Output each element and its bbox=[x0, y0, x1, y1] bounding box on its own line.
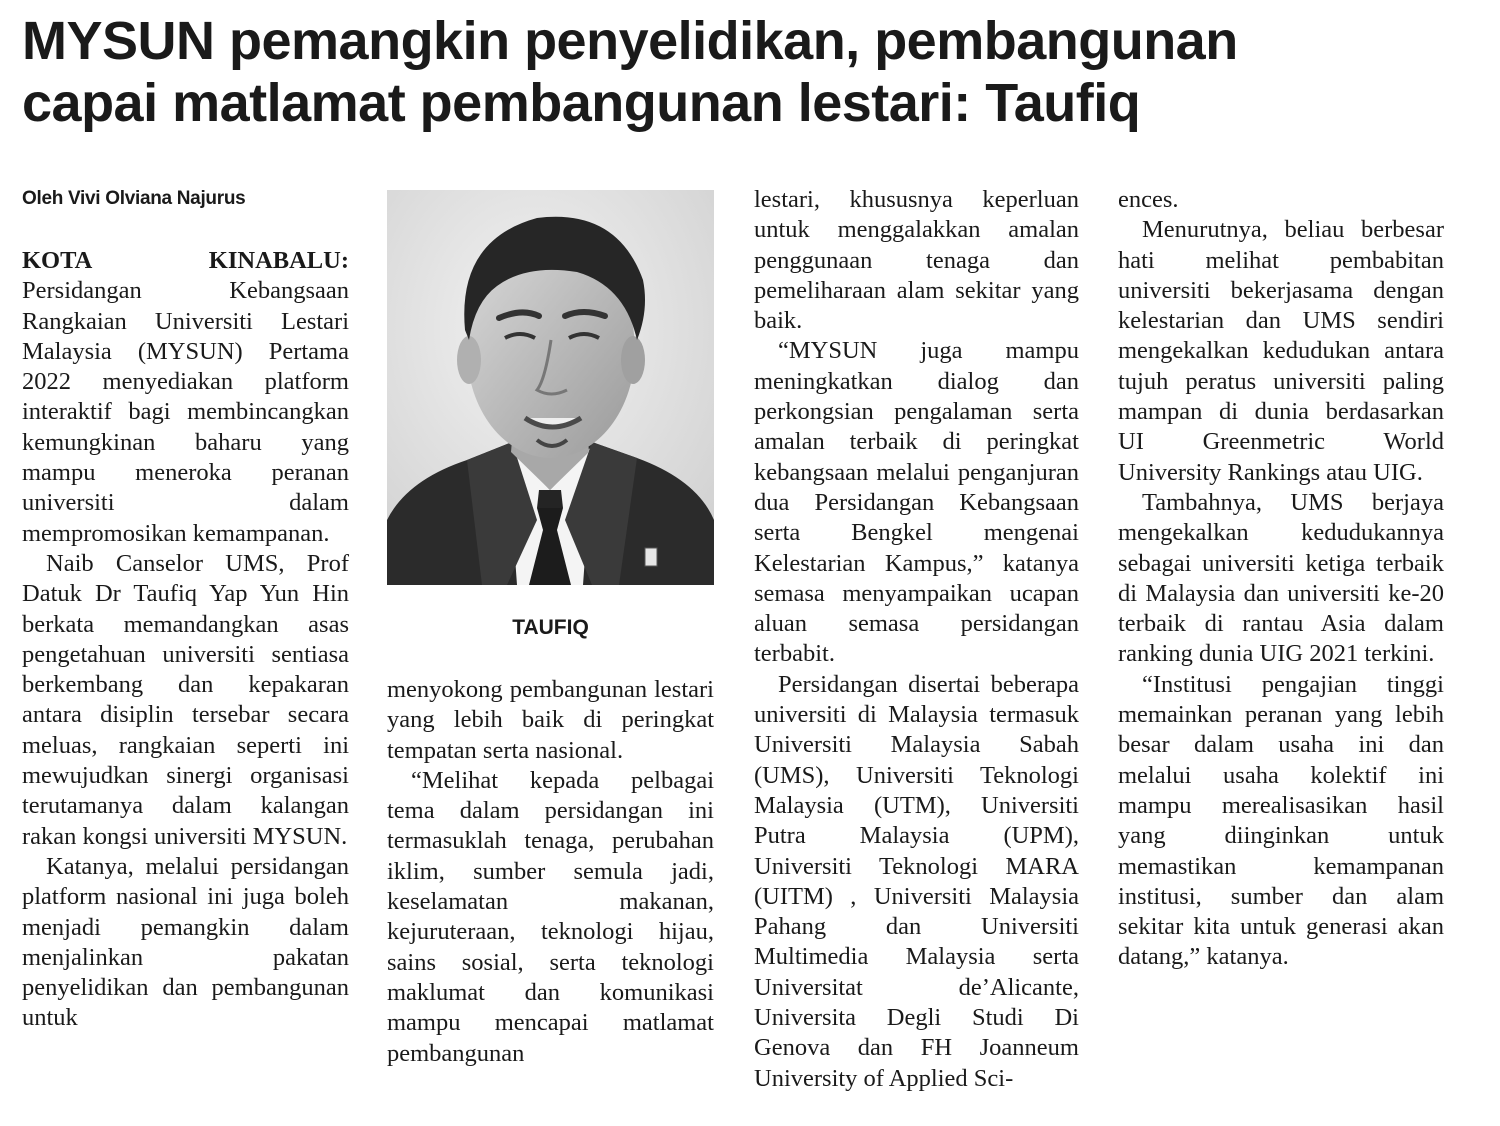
article-column-4 bbox=[1118, 185, 1444, 973]
article-paragraph bbox=[22, 246, 349, 549]
portrait-photo bbox=[387, 190, 714, 585]
headline-line-1: MYSUN pemangkin penyelidikan, pembangunan bbox=[22, 11, 1238, 71]
article-paragraph: lestari, khususnya keperluan untuk menggalakkan amalan penggunaan tenaga dan pemeliharaan alam sekitar yang baik. bbox=[754, 186, 1079, 335]
portrait-icon bbox=[387, 190, 714, 585]
headline-line-2: capai matlamat pembangunan lestari: Taufiq bbox=[22, 73, 1141, 133]
headline bbox=[22, 10, 1482, 134]
dateline: KOTA KINABALU: bbox=[22, 247, 349, 274]
article-paragraph: Menurutnya, beliau berbesar hati melihat pembabitan universiti bekerjasama dengan kelestarian dan UMS sendiri mengekalkan kedudukan antara tujuh peratus universiti paling mampan di dunia berdasarkan UI Greenmetric World University Rankings atau UIG. bbox=[1118, 216, 1444, 486]
article-paragraph: menyokong pembangunan lestari yang lebih baik di peringkat tempatan serta nasional. bbox=[387, 676, 714, 764]
article-paragraph: “Institusi pengajian tinggi memainkan peranan yang lebih besar dalam usaha ini dan melalui usaha kolektif ini mampu merealisasikan hasil yang diinginkan untuk memastikan kemampanan institusi, sumber dan alam sekitar kita untuk generasi akan datang,” katanya. bbox=[1118, 670, 1444, 971]
article-paragraph: Persidangan disertai beberapa universiti di Malaysia termasuk Universiti Malaysia Sabah (UMS), Universiti Teknologi Malaysia (UTM), Universiti Putra Malaysia (UPM), Universiti Teknologi MARA (UITM) , Universiti Malaysia Pahang dan Universiti Multimedia Malaysia serta Universitat de’Alicante, Universita Degli Studi Di Genova dan FH Joanneum University of Applied Sci- bbox=[754, 670, 1079, 1092]
article-column-2 bbox=[387, 675, 714, 1069]
article-paragraph: Tambahnya, UMS berjaya mengekalkan kedudukannya sebagai universiti ketiga terbaik di Malaysia dan universiti ke-20 terbaik di rantau Asia dalam ranking dunia UIG 2021 terkini. bbox=[1118, 488, 1444, 668]
paragraph-text: Persidangan Kebangsaan Rangkaian Universiti Lestari Malaysia (MYSUN) Pertama 2022 menyediakan platform interaktif bagi membincangkan kemungkinan baharu yang mampu meneroka peranan universiti dalam mempromosikan kemampanan. bbox=[22, 277, 349, 547]
article-paragraph: Naib Canselor UMS, Prof Datuk Dr Taufiq Yap Yun Hin berkata memandangkan asas pengetahuan universiti sentiasa berkembang dan kepakaran antara disiplin tersebar secara meluas, rangkaian seperti ini mewujudkan sinergi organisasi terutamanya dalam kalangan rakan kongsi universiti MYSUN. bbox=[22, 549, 349, 850]
article-paragraph: “Melihat kepada pelbagai tema dalam persidangan ini termasuklah tenaga, perubahan iklim, sumber semula jadi, keselamatan makanan, kejuruteraan, teknologi hijau, sains sosial, serta teknologi maklumat dan komunikasi mampu mencapai matlamat pembangunan bbox=[387, 766, 714, 1067]
article-paragraph: ences. bbox=[1118, 186, 1179, 213]
article-column-3 bbox=[754, 185, 1079, 1094]
byline: Oleh Vivi Olviana Najurus bbox=[22, 188, 246, 209]
article-paragraph: “MYSUN juga mampu meningkatkan dialog dan perkongsian pengalaman serta amalan terbaik di peringkat kebangsaan melalui penganjuran dua Persidangan Kebangsaan serta Bengkel mengenai Kelestarian Kampus,” katanya semasa menyampaikan ucapan aluan semasa persidangan terbabit. bbox=[754, 337, 1079, 668]
article-paragraph: Katanya, melalui persidangan platform nasional ini juga boleh menjadi pemangkin dalam menjalinkan pakatan penyelidikan dan pembangunan untuk bbox=[22, 852, 349, 1032]
photo-caption: TAUFIQ bbox=[512, 616, 589, 639]
article-column-1 bbox=[22, 246, 349, 1034]
